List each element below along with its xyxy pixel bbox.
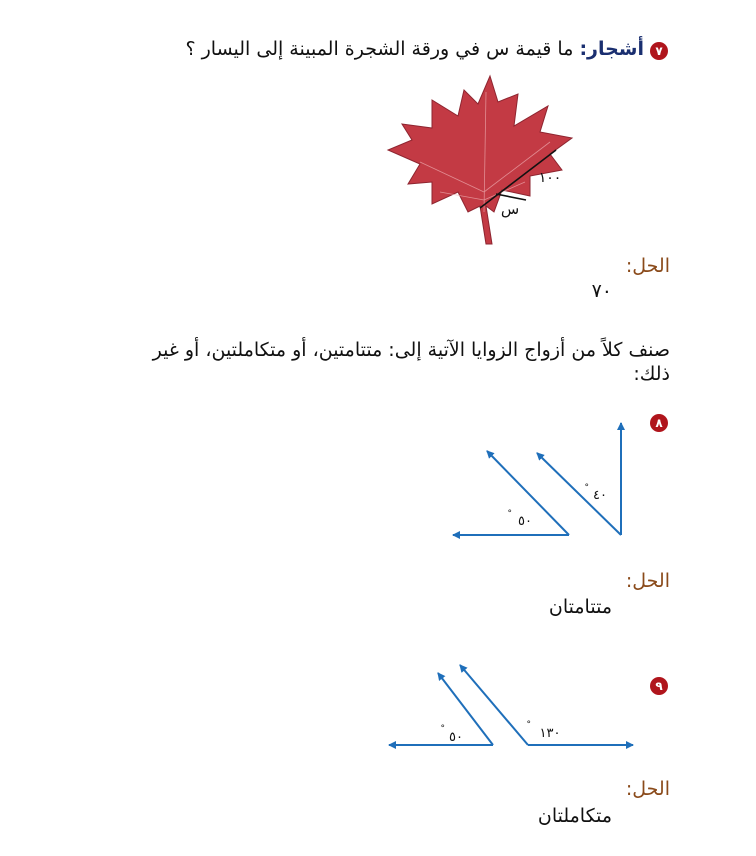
maple-leaf-shape: [388, 76, 572, 244]
angle-label-50: ٥٠: [449, 730, 463, 745]
degree-mark: °: [507, 509, 512, 519]
question-number-badge: ٧: [650, 42, 668, 60]
solution-label: الحل:: [625, 255, 670, 277]
degree-mark: °: [440, 724, 445, 734]
angle-label-130: ١٣٠: [539, 726, 561, 741]
ray-diagonal-50: [438, 673, 493, 745]
degree-mark: °: [526, 720, 531, 730]
solution-value: ٧٠: [591, 280, 612, 302]
ray-diagonal-130: [460, 665, 528, 745]
angle-label-50: ٥٠: [518, 514, 532, 529]
maple-leaf-figure: [380, 72, 580, 247]
question-number-badge: ٨: [650, 414, 668, 432]
angle-label-100: ١٠٠: [538, 170, 562, 186]
angle-pair-figure-8: [440, 415, 640, 550]
solution-value: متتامتان: [548, 596, 612, 618]
angle-label-x: س: [500, 200, 520, 218]
ray-diagonal-40: [537, 453, 621, 535]
question-number-badge: ٩: [650, 677, 668, 695]
instruction-text: صنف كلاً من أزواج الزوايا الآتية إلى: متتامتين، أو متكاملتين، أو غير ذلك:: [152, 339, 670, 385]
question-7-text: [185, 38, 644, 60]
degree-mark: °: [584, 483, 589, 493]
question-topic: أشجار:: [579, 38, 644, 60]
solution-label: الحل:: [625, 570, 670, 592]
angle-label-40: ٤٠: [593, 488, 607, 503]
solution-label: الحل:: [625, 778, 670, 800]
question-body: ما قيمة س في ورقة الشجرة المبينة إلى اليسار ؟: [185, 38, 574, 60]
solution-value: متكاملتان: [537, 805, 612, 827]
angle-pair-figure-9: [380, 655, 644, 755]
